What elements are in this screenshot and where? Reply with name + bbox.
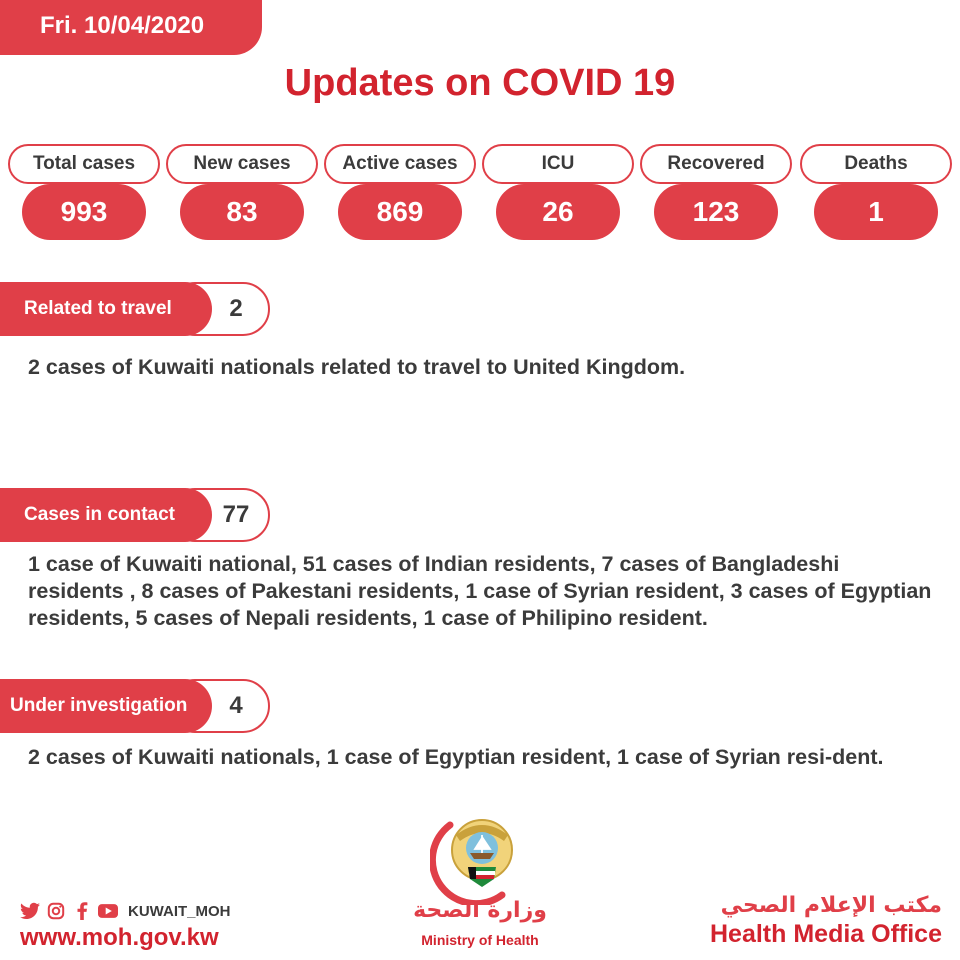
social-handle[interactable]: KUWAIT_MOH — [128, 902, 231, 920]
stat-label: New cases — [166, 144, 318, 184]
stat-total-cases — [8, 144, 164, 244]
stat-label: Total cases — [8, 144, 160, 184]
office-arabic: مكتب الإعلام الصحي — [720, 893, 942, 918]
stat-label: ICU — [482, 144, 634, 184]
section-label: Under investigation — [10, 695, 188, 716]
website-link[interactable]: www.moh.gov.kw — [20, 924, 219, 951]
date-tab — [0, 0, 262, 55]
section-description: 1 case of Kuwaiti national, 51 cases of Indian residents, 7 cases of Bangladeshi residents , 8 cases of Pakestani residents, 1 case of Syrian resident, 3 cases of Egyptian residents, 5 cases of Nepali residents, 1 case of Philipino resident. — [28, 552, 932, 630]
section-description: 2 cases of Kuwaiti nationals related to travel to United Kingdom. — [28, 355, 686, 379]
section-count: 77 — [222, 501, 250, 528]
stat-recovered — [640, 144, 796, 244]
page-title: Updates on COVID 19 — [284, 62, 676, 104]
stat-active-cases — [324, 144, 480, 244]
date-label: Fri. 10/04/2020 — [40, 12, 205, 39]
office-english: Health Media Office — [710, 920, 942, 948]
section-label: Cases in contact — [24, 504, 175, 525]
youtube-icon[interactable] — [98, 901, 118, 921]
stat-deaths — [800, 144, 956, 244]
stat-new-cases — [166, 144, 322, 244]
stat-value: 993 — [22, 184, 146, 240]
kuwait-emblem-icon — [430, 805, 530, 905]
ministry-arabic: وزارة الصحة — [413, 898, 547, 923]
section-count: 4 — [229, 692, 243, 719]
twitter-icon[interactable] — [20, 901, 40, 921]
footer-social — [20, 900, 231, 952]
facebook-icon[interactable] — [72, 901, 92, 921]
stat-label: Deaths — [800, 144, 952, 184]
stat-value: 123 — [654, 184, 778, 240]
stat-value: 869 — [338, 184, 462, 240]
stat-label: Active cases — [324, 144, 476, 184]
section-label: Related to travel — [24, 298, 172, 319]
instagram-icon[interactable] — [46, 901, 66, 921]
section-description: 2 cases of Kuwaiti nationals, 1 case of Egyptian resident, 1 case of Syrian resi-dent. — [28, 745, 884, 769]
section-count: 2 — [229, 295, 243, 322]
ministry-english: Ministry of Health — [421, 932, 539, 948]
stat-icu — [482, 144, 638, 244]
stat-value: 26 — [496, 184, 620, 240]
stat-label: Recovered — [640, 144, 792, 184]
stat-value: 83 — [180, 184, 304, 240]
stat-value: 1 — [814, 184, 938, 240]
